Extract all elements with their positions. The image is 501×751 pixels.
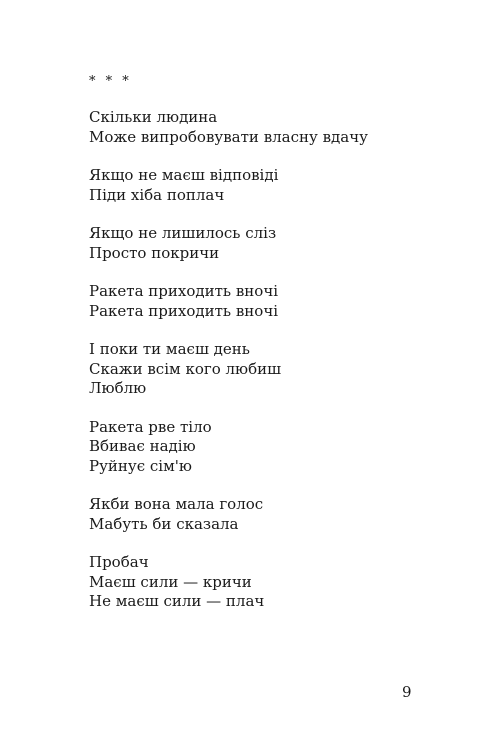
poem-line: Якщо не лишилось сліз <box>89 224 277 242</box>
poem-line: Ракета приходить вночі <box>89 301 279 320</box>
poem-line: Скільки людина <box>89 108 218 126</box>
stanza <box>89 418 429 477</box>
poem-line: Пробач <box>89 553 149 571</box>
poem-line: Піди хіба поплач <box>89 185 225 204</box>
poem-line: Руйнує сім'ю <box>89 456 192 475</box>
stanza <box>89 495 429 534</box>
poem-line: Якби вона мала голос <box>89 495 264 513</box>
poem <box>89 72 429 631</box>
stanza <box>89 108 429 147</box>
stanza <box>89 224 429 263</box>
poem-line: Вбиває надію <box>89 437 196 455</box>
poem-line: Якщо не маєш відповіді <box>89 166 279 184</box>
stanza <box>89 553 429 612</box>
poem-line: Не маєш сили — плач <box>89 592 265 610</box>
poem-line: Ракета приходить вночі <box>89 282 279 300</box>
poem-line: Ракета рве тіло <box>89 417 212 436</box>
poem-line: Скажи всім кого любиш <box>89 359 282 378</box>
poem-line: Може випробовувати власну вдачу <box>89 127 368 146</box>
poem-line: Люблю <box>89 379 147 397</box>
stanza <box>89 166 429 205</box>
poem-line: І поки ти маєш день <box>89 340 250 358</box>
page-number: 9 <box>402 683 412 701</box>
poem-line: Просто покричи <box>89 243 220 262</box>
section-asterisks: * * * <box>89 74 132 89</box>
poem-line: Маєш сили — кричи <box>89 572 252 591</box>
stanza <box>89 282 429 321</box>
poem-line: Мабуть би сказала <box>89 514 239 533</box>
stanza <box>89 340 429 399</box>
